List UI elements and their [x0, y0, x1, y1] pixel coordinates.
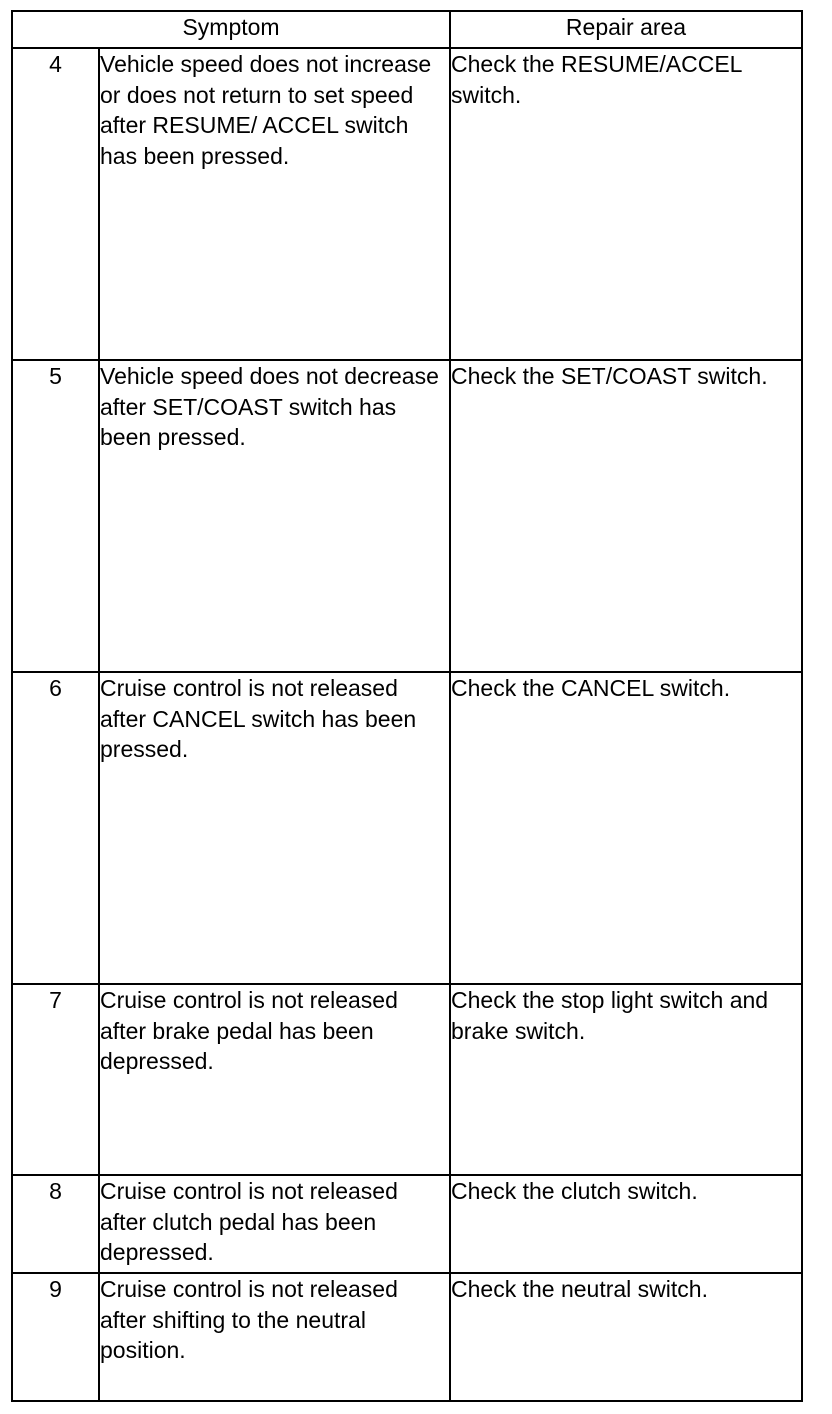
- table-row: [12, 360, 802, 672]
- repair-cell: Check the clutch switch.: [450, 1175, 802, 1273]
- row-number: 8: [12, 1175, 99, 1273]
- row-number: 9: [12, 1273, 99, 1401]
- row-number: 7: [12, 984, 99, 1175]
- symptom-cell: Cruise control is not released after shifting to the neutral position.: [99, 1273, 450, 1401]
- table-row: [12, 672, 802, 984]
- symptom-cell: Cruise control is not released after clutch pedal has been depressed.: [99, 1175, 450, 1273]
- table-row: [12, 984, 802, 1175]
- repair-cell: Check the SET/COAST switch.: [450, 360, 802, 672]
- repair-cell: Check the CANCEL switch.: [450, 672, 802, 984]
- symptom-cell: Vehicle speed does not decrease after SET/COAST switch has been pressed.: [99, 360, 450, 672]
- row-number: 6: [12, 672, 99, 984]
- row-number: 4: [12, 48, 99, 360]
- table-header-row: [12, 11, 802, 48]
- repair-cell: Check the RESUME/ACCEL switch.: [450, 48, 802, 360]
- symptom-cell: Cruise control is not released after brake pedal has been depressed.: [99, 984, 450, 1175]
- repair-cell: Check the stop light switch and brake switch.: [450, 984, 802, 1175]
- symptom-cell: Vehicle speed does not increase or does not return to set speed after RESUME/ ACCEL switch has been pressed.: [99, 48, 450, 360]
- table-row: [12, 48, 802, 360]
- diagnosis-table: [11, 10, 803, 1402]
- header-symptom: Symptom: [12, 11, 450, 48]
- row-number: 5: [12, 360, 99, 672]
- symptom-cell: Cruise control is not released after CANCEL switch has been pressed.: [99, 672, 450, 984]
- table-row: [12, 1273, 802, 1401]
- header-repair-area: Repair area: [450, 11, 802, 48]
- repair-cell: Check the neutral switch.: [450, 1273, 802, 1401]
- table-row: [12, 1175, 802, 1273]
